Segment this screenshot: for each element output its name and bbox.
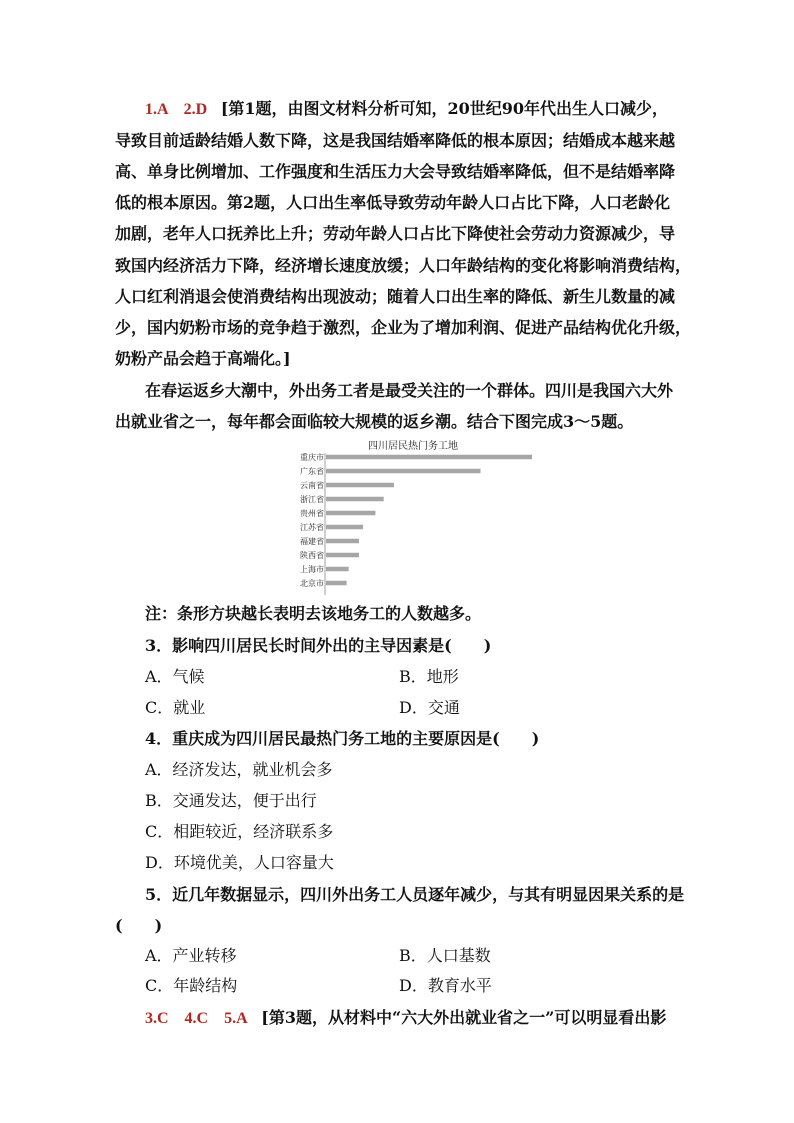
solution-1-line-2: 导致目前适龄结婚人数下降，这是我国结婚率降低的根本原因；结婚成本越来越 xyxy=(115,131,676,150)
question-4-stem: 4．重庆成为四川居民最热门务工地的主要原因是( ) xyxy=(145,729,540,748)
bar xyxy=(326,455,532,460)
question-3-option-b: B．地形 xyxy=(399,667,459,686)
intro-line-1: 在春运返乡大潮中，外出务工者是最受关注的一个群体。四川是我国六大外 xyxy=(145,381,674,400)
bar-chart xyxy=(288,437,548,597)
solution-1-line-1 xyxy=(145,99,668,120)
bar xyxy=(326,567,349,572)
chart-title: 四川居民热门务工地 xyxy=(368,441,458,452)
category-label: 重庆市 xyxy=(300,453,324,462)
category-label: 浙江省 xyxy=(300,495,324,504)
category-label: 上海市 xyxy=(300,565,324,574)
bar xyxy=(326,525,363,530)
bar xyxy=(326,553,359,558)
bar xyxy=(326,469,481,474)
question-3-option-c: C．就业 xyxy=(145,698,206,717)
solution-1-line-9: 奶粉产品会趋于高端化。] xyxy=(115,349,291,368)
category-label: 云南省 xyxy=(300,481,324,490)
solution-1-line-7: 人口红利消退会使消费结构出现波动；随着人口出生率的降低、新生儿数量的减 xyxy=(115,287,676,306)
category-label: 广东省 xyxy=(300,467,324,476)
category-label: 江苏省 xyxy=(300,523,324,532)
solution-2-line-1 xyxy=(145,1008,666,1029)
answer-key-1-2: 1.A 2.D xyxy=(145,101,208,118)
intro-line-2: 出就业省之一，每年都会面临较大规模的返乡潮。结合下图完成3～5题。 xyxy=(115,412,634,431)
question-3-stem: 3．影响四川居民长时间外出的主导因素是( ) xyxy=(145,636,492,655)
chart-marks xyxy=(300,452,532,588)
question-3-option-a: A．气候 xyxy=(145,667,205,686)
question-4-option-c: C．相距较近，经济联系多 xyxy=(145,822,334,841)
question-5-option-c: C．年龄结构 xyxy=(145,976,238,995)
solution-1-text: [第1题，由图文材料分析可知，20世纪90年代出生人口减少， xyxy=(220,99,669,118)
bar xyxy=(326,511,375,516)
question-5-stem: 5．近几年数据显示，四川外出务工人员逐年减少，与其有明显因果关系的是 xyxy=(145,885,685,904)
category-label: 北京市 xyxy=(300,579,324,588)
bar xyxy=(326,497,384,502)
solution-1-line-6: 致国内经济活力下降，经济增长速度放缓；人口年龄结构的变化将影响消费结构， xyxy=(115,256,692,275)
solution-2-text: [第3题，从材料中“六大外出就业省之一”可以明显看出影 xyxy=(261,1008,667,1027)
question-4-option-a: A．经济发达，就业机会多 xyxy=(145,760,333,779)
category-label: 贵州省 xyxy=(300,509,324,518)
solution-1-line-4: 低的根本原因。第2题，人口出生率低导致劳动年龄人口占比下降，人口老龄化 xyxy=(115,193,671,212)
category-label: 福建省 xyxy=(300,537,324,546)
bar xyxy=(326,581,347,586)
question-5-option-b: B．人口基数 xyxy=(399,946,491,965)
question-5-option-d: D．教育水平 xyxy=(399,976,492,995)
solution-1-line-3: 高、单身比例增加、工作强度和生活压力大会导致结婚率降低，但不是结婚率降 xyxy=(115,162,676,181)
solution-1-line-5: 加剧，老年人口抚养比上升；劳动年龄人口占比下降使社会劳动力资源减少，导 xyxy=(115,224,676,243)
chart-note: 注：条形方块越长表明去该地务工的人数越多。 xyxy=(145,604,482,623)
question-3-option-d: D．交通 xyxy=(399,698,460,717)
answer-key-3-5: 3.C 4.C 5.A xyxy=(145,1010,248,1027)
question-4-option-d: D．环境优美，人口容量大 xyxy=(145,853,334,872)
bar xyxy=(326,483,394,488)
solution-1-line-8: 少，国内奶粉市场的竞争趋于激烈，企业为了增加利润、促进产品结构优化升级， xyxy=(115,318,692,337)
question-4-option-b: B．交通发达，便于出行 xyxy=(145,791,317,810)
bar xyxy=(326,539,359,544)
question-5-option-a: A．产业转移 xyxy=(145,946,237,965)
question-5-stem-cont: ( ) xyxy=(115,916,163,935)
category-label: 陕西省 xyxy=(300,551,324,560)
